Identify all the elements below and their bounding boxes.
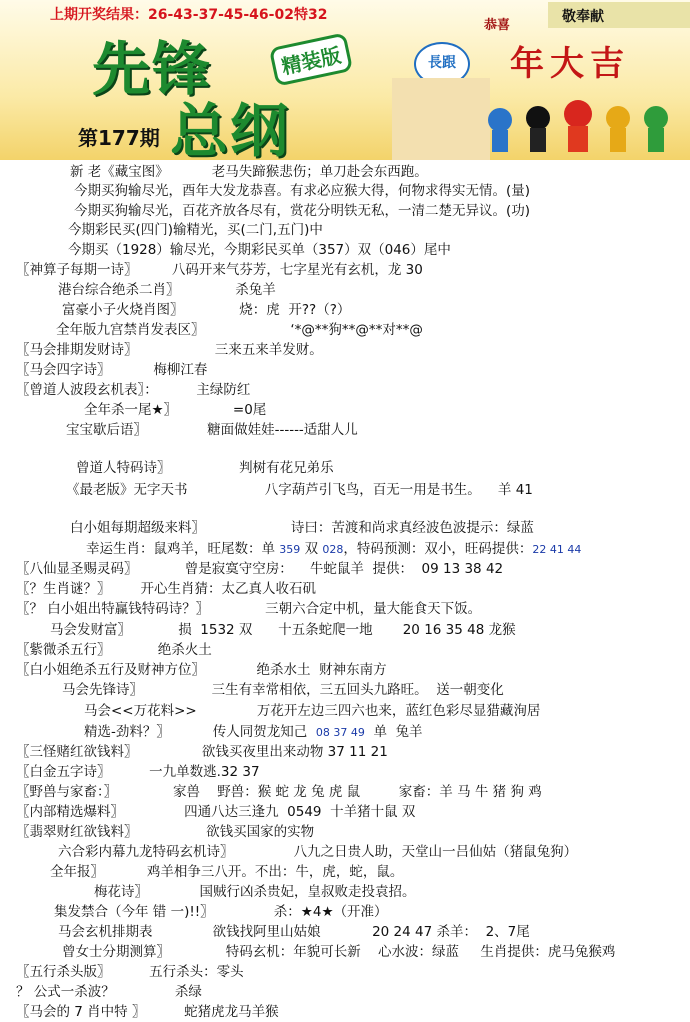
text-line: 新 老《藏宝图》 老马失蹄猴悲伤；单刀赴会东西跑。: [70, 164, 428, 180]
text-line: 六合彩内幕九龙特码玄机诗〗 八九之日贵人助，天堂山一吕仙姑（猪鼠兔狗）: [58, 844, 578, 860]
edition-tag: 精装版: [269, 32, 353, 86]
text-line: 宝宝歇后语〗 糖面做娃娃------适甜人儿: [66, 422, 358, 438]
text-line: 〖曾道人波段玄机表〗： 主绿防红: [16, 382, 251, 398]
text-line: ？ 公式一杀波？ 杀绿: [16, 984, 202, 1000]
text-line: [86, 539, 581, 560]
text-segment: 22 41 44: [532, 543, 582, 556]
text-line: 今期买狗输尽光，百花齐放各尽有，赏花分明铁无私，一清二楚无异议。(功): [74, 203, 531, 219]
issue-number: 第177期: [78, 126, 160, 150]
text-segment: 08 37 49: [315, 726, 365, 739]
text-segment: 359: [279, 543, 301, 556]
text-segment: 精选-劲料？〗 传人同贺龙知己: [84, 724, 316, 740]
subtitle: 恭喜: [484, 18, 511, 33]
text-segment: 幸运生肖：鼠鸡羊，旺尾数：单: [86, 541, 280, 557]
text-segment: ，特码预测：双小，旺码提供：: [343, 541, 533, 557]
text-line: 〖马会四字诗〗 梅柳江春: [16, 362, 208, 378]
text-line: 曾道人特码诗〗 判树有花兄弟乐: [76, 460, 334, 476]
text-line: 富豪小子火烧肖图〗 烧：虎 开??（?）: [62, 302, 351, 318]
text-line: 今期买狗输尽光，酉年大发龙恭喜。有求必应猴大得，何物求得实无情。(量): [74, 183, 531, 199]
calligraphy: 年大吉: [510, 44, 630, 84]
text-line: 〖紫微杀五行〗 绝杀火土: [16, 642, 212, 658]
text-line: 〖马会的 7 肖中特 〗 蛇猪虎龙马羊猴: [16, 1004, 279, 1020]
text-line: 《最老版》无字天书 八字葫芦引飞鸟，百无一用是书生。 羊 41: [66, 482, 533, 498]
title-part-a: 先锋: [92, 35, 213, 103]
text-line: 〖野兽与家畜：〗 家兽 野兽：猴 蛇 龙 兔 虎 鼠 家畜：羊 马 牛 猪 狗 鸡: [16, 784, 542, 800]
text-segment: 028: [322, 543, 344, 556]
text-line: 今期买（1928）输尽光，今期彩民买单（357）双（046）尾中: [68, 242, 451, 258]
last-result: 上期开奖结果：26-43-37-45-46-02特32: [50, 7, 328, 23]
text-line: 港台综合绝杀二肖〗 杀兔羊: [58, 282, 276, 298]
text-line: 曾女士分期测算〗 特码玄机：年貌可长新 心水波：绿蓝 生肖提供：虎马兔猴鸡: [62, 944, 616, 960]
text-line: 全年版九宫禁肖发表区〗 ‘*@**狗**@**对**@: [56, 322, 423, 338]
text-line: 〖翡翠财红欲钱料〗 欲钱买国家的实物: [16, 824, 315, 840]
text-line: 〖？ 白小姐出特赢钱特码诗？〗 三朝六合定中机，量大能食天下饭。: [16, 601, 482, 617]
text-line: 〖马会排期发财诗〗 三来五来羊发财。: [16, 342, 323, 358]
text-segment: 双: [300, 541, 323, 557]
text-line: 马会<<万花料>> 万花开左边三四六也来，蓝红色彩尽显猎藏洵居: [84, 703, 541, 719]
text-line: [84, 722, 423, 743]
text-line: 〖白小姐绝杀五行及财神方位〗 绝杀水土 财神东南方: [16, 662, 387, 678]
text-line: 马会先锋诗〗 三生有幸常相依，三五回头九路旺。 送一朝变化: [62, 682, 504, 698]
text-line: 〖内部精选爆料〗 四通八达三逢九 0549 十羊猪十鼠 双: [16, 804, 416, 820]
text-line: 〖白金五字诗〗 一九单数逃.32 37: [16, 764, 260, 780]
text-line: 马会发财富〗 损 1532 双 十五条蛇爬一地 20 16 35 48 龙猴: [50, 622, 516, 638]
text-line: 全年报〗 鸡羊相争三八开。不出：牛，虎，蛇，鼠。: [50, 864, 404, 880]
text-line: 梅花诗〗 国贼行凶杀贵妃，皇叔败走投袁招。: [94, 884, 416, 900]
donate-label-box: [548, 2, 690, 28]
donate-label: 敬奉献: [562, 9, 604, 25]
follow-badge: 長跟: [414, 42, 470, 86]
text-line: 白小姐每期超级来料〗 诗曰：苦渡和尚求真经波色波提示：绿蓝: [70, 520, 534, 536]
banner: [0, 0, 690, 160]
text-line: 〖神算子每期一诗〗 八码开来气芬芳，七字星光有玄机，龙 30: [16, 262, 423, 278]
text-segment: 单 兔羊: [364, 724, 423, 740]
text-line: 〖？生肖谜？〗 开心生肖猜：太乙真人收石矶: [16, 581, 317, 597]
mascots-icon: [480, 96, 690, 156]
text-line: 马会玄机排期表 欲钱找阿里山姑娘 20 24 47 杀羊： 2、7尾: [58, 924, 530, 940]
title-part-b: 总纲: [170, 97, 291, 160]
text-line: 今期彩民买(四门)输精光，买(二门,五门)中: [68, 222, 323, 238]
text-line: 〖五行杀头版〗 五行杀头：零头: [16, 964, 244, 980]
text-line: 集发禁合（今年 错 一)!!〗 杀：★4★（开准）: [54, 904, 388, 920]
grey-patch: [392, 78, 490, 160]
text-line: 全年杀一尾★〗 =0尾: [84, 402, 267, 418]
text-line: 〖八仙显圣赐灵码〗 曾是寂寞守空房： 牛蛇鼠羊 提供： 09 13 38 42: [16, 561, 504, 577]
text-line: 〖三怪赌红欲钱料〗 欲钱买夜里出来动物 37 11 21: [16, 744, 388, 760]
